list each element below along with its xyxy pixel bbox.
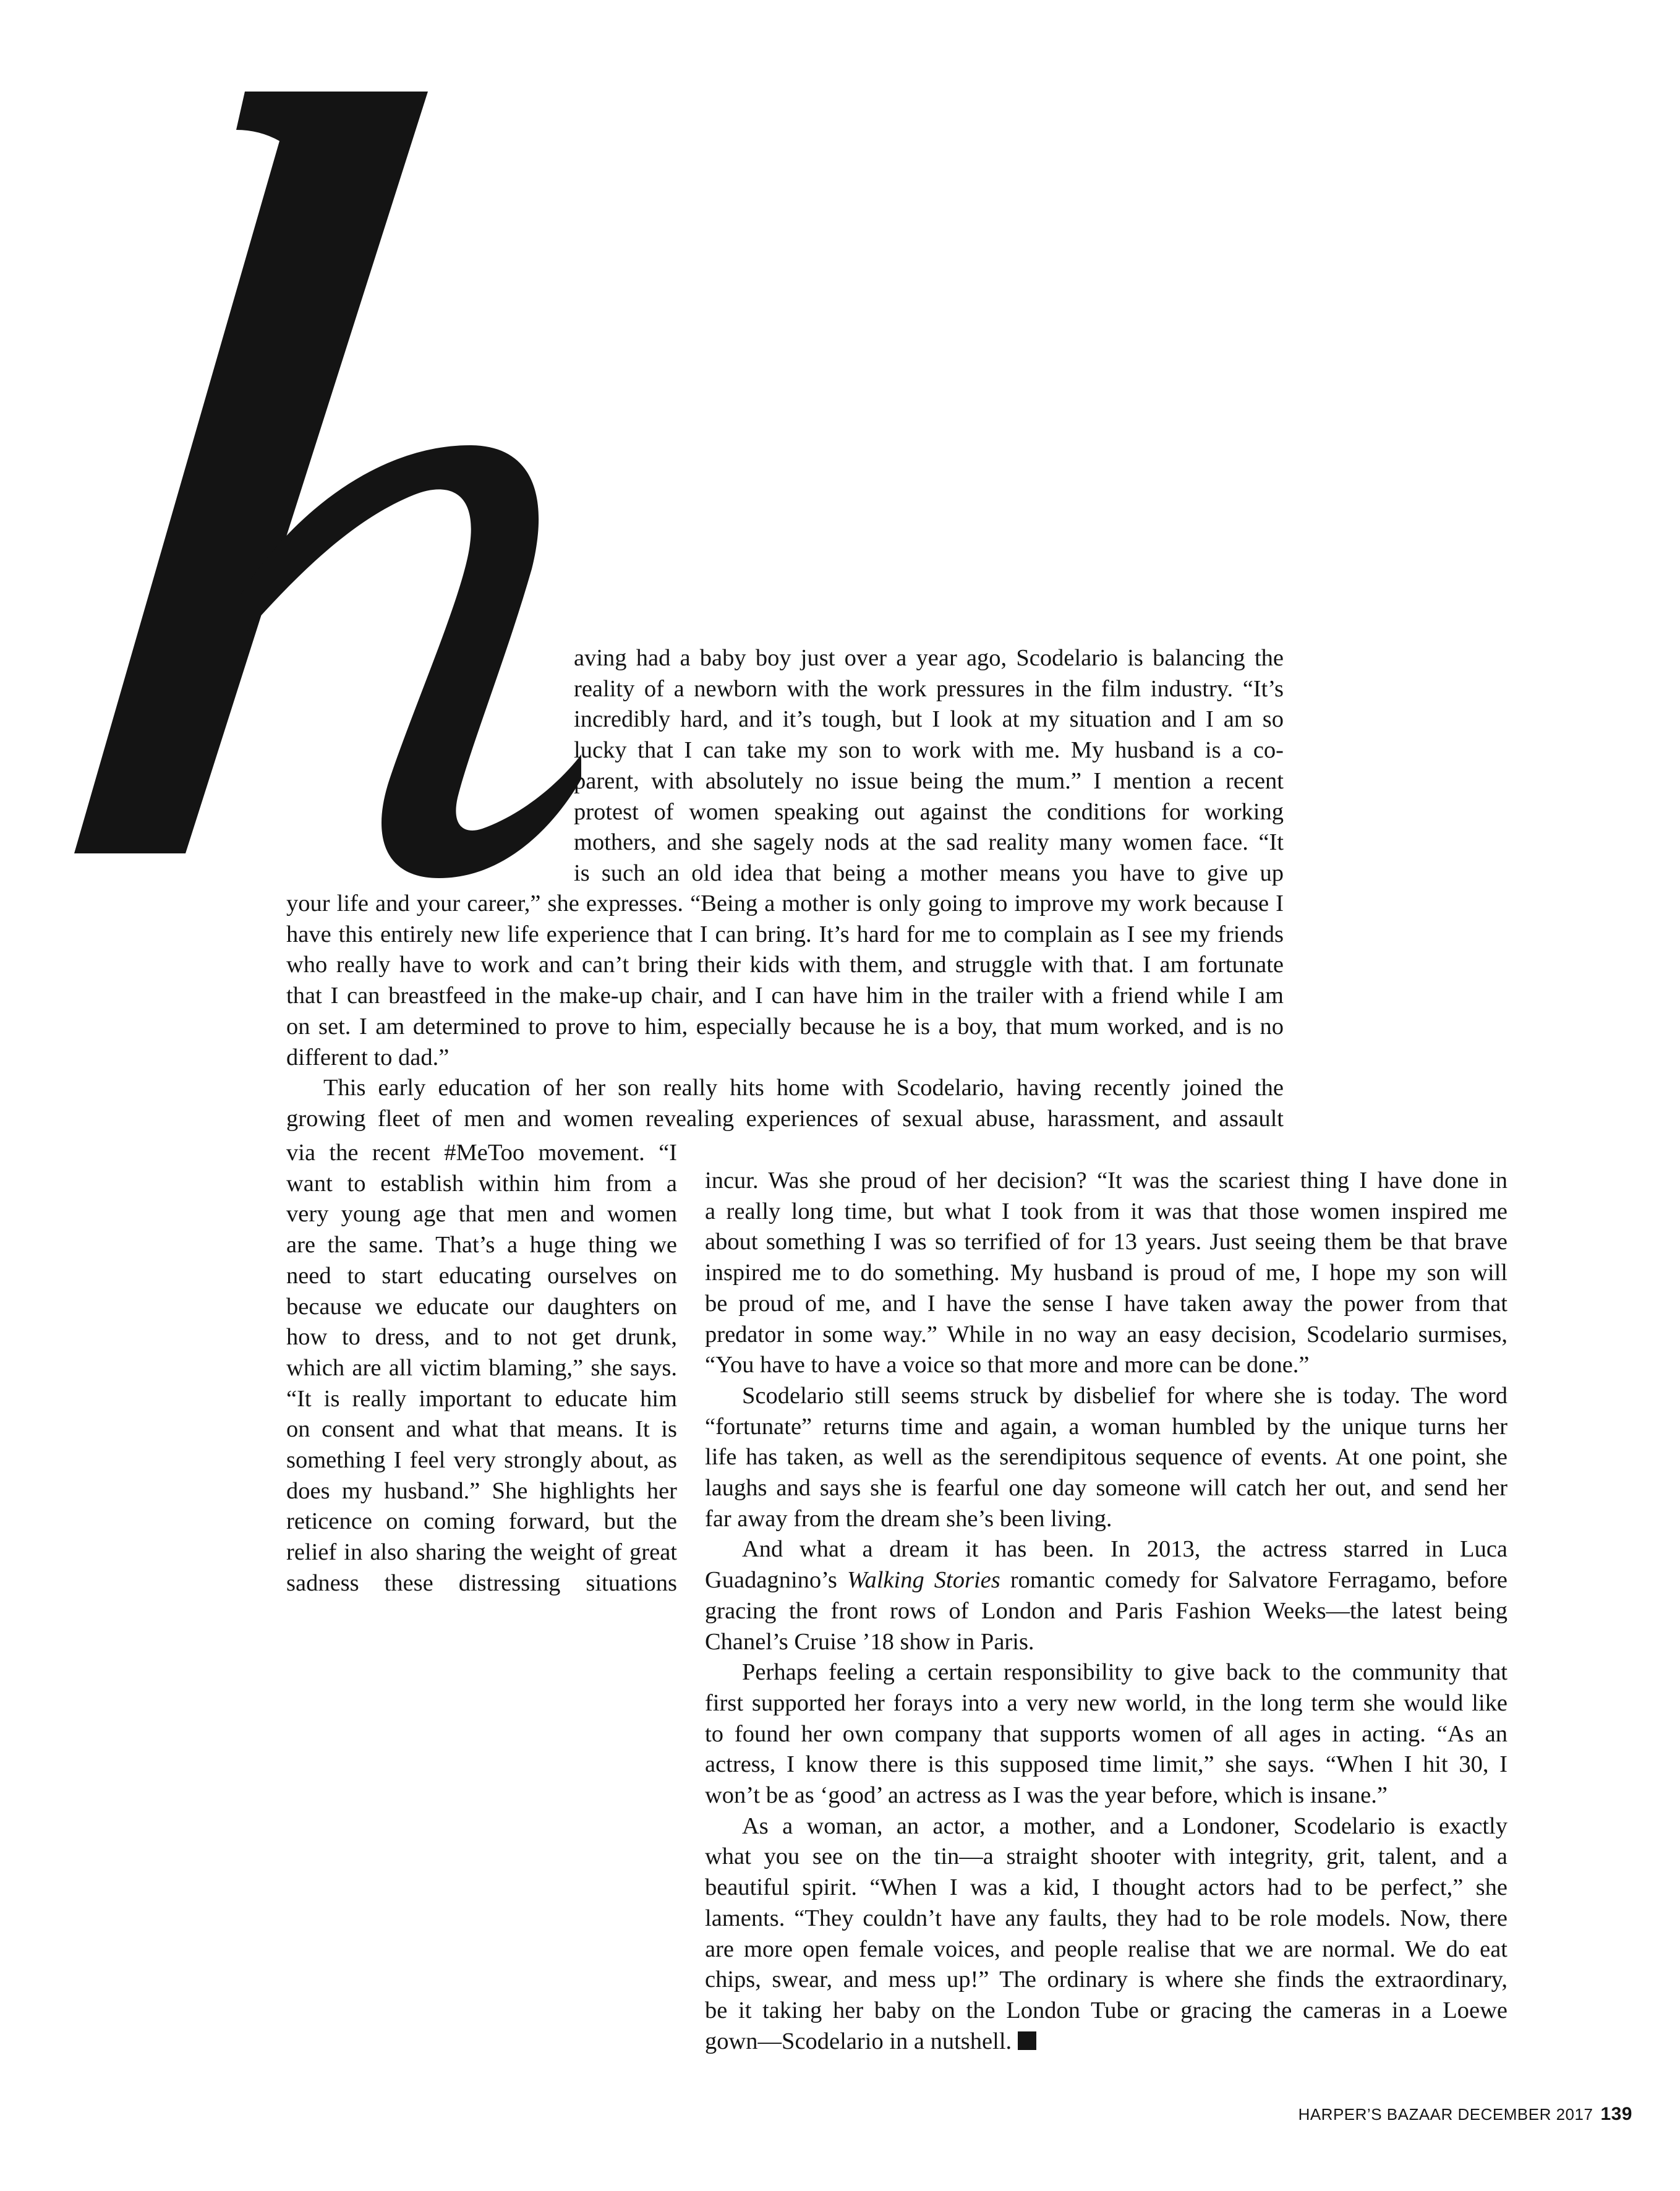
intro-full-line: that I can breastfeed in the make-up chair, and I can have him in the trailer with a friend while I am — [286, 983, 1284, 1009]
right-column-line: a really long time, but what I took from it was that those women inspired me — [705, 1198, 1507, 1224]
end-mark-icon — [1018, 2031, 1036, 2050]
left-column-line: “It is really important to educate him — [286, 1385, 677, 1412]
right-column-line: beautiful spirit. “When I was a kid, I thought actors had to be perfect,” she — [705, 1874, 1507, 1901]
intro-full-line: on set. I am determined to prove to him, especially because he is a boy, that mum worked, and is no — [286, 1013, 1284, 1040]
right-column-line: “You have to have a voice so that more and more can be done.” — [705, 1352, 1310, 1378]
right-column-line: As a woman, an actor, a mother, and a Londoner, Scodelario is exactly — [742, 1813, 1507, 1839]
left-column-line: are the same. That’s a huge thing we — [286, 1232, 677, 1258]
film-title: Walking Stories — [846, 1567, 1000, 1594]
dropcap-h-letter — [37, 37, 581, 903]
left-column-line: on consent and what that means. It is — [286, 1416, 677, 1443]
intro-full-line: different to dad.” — [286, 1044, 450, 1070]
intro-right-block — [574, 643, 1284, 889]
intro-full-line: who really have to work and can’t bring their kids with them, and struggle with that. I am fortunate — [286, 952, 1284, 978]
left-column-line: something I feel very strongly about, as — [286, 1447, 677, 1474]
right-column-line: be proud of me, and I have the sense I have taken away the power from that — [705, 1290, 1507, 1317]
left-column-line: how to dress, and to not get drunk, — [286, 1324, 677, 1351]
left-column-line: via the recent #MeToo movement. “I — [286, 1140, 677, 1166]
right-column-line: laments. “They couldn’t have any faults, they had to be role models. Now, there — [705, 1905, 1507, 1931]
left-column-line: which are all victim blaming,” she says. — [286, 1354, 677, 1381]
right-column-line: to found her own company that supports women of all ages in acting. “As an — [705, 1720, 1507, 1747]
right-column-line: “fortunate” returns time and again, a woman humbled by the unique turns her — [705, 1413, 1507, 1440]
intro-right-line: incredibly hard, and it’s tough, but I look at my situation and I am so — [574, 706, 1284, 733]
intro-right-line: is such an old idea that being a mother means you have to give up — [574, 860, 1284, 886]
intro-right-line: aving had a baby boy just over a year ago, Scodelario is balancing the — [574, 645, 1284, 671]
right-column-line — [705, 1565, 1507, 1596]
right-column-line: Perhaps feeling a certain responsibility to give back to the community that — [742, 1659, 1507, 1686]
intro-full-line: have this entirely new life experience that I can bring. It’s hard for me to complain as I see my friends — [286, 921, 1284, 947]
right-column-line: life has taken, as well as the serendipitous sequence of events. At one point, she — [705, 1444, 1507, 1471]
intro-right-line: parent, with absolutely no issue being the mum.” I mention a recent — [574, 767, 1284, 794]
p3-line2-pre: Guadagnino’s — [705, 1567, 847, 1594]
intro-right-line: mothers, and she sagely nods at the sad reality many women face. “It — [574, 829, 1284, 856]
right-column — [705, 1166, 1507, 2057]
left-column-line: need to start educating ourselves on — [286, 1262, 677, 1289]
right-column-line: about something I was so terrified of for 13 years. Just seeing them be that brave — [705, 1229, 1507, 1255]
left-column-line: want to establish within him from a — [286, 1170, 677, 1197]
right-column-line: And what a dream it has been. In 2013, the actress starred in Luca — [742, 1536, 1507, 1563]
left-column-line: does my husband.” She highlights her — [286, 1477, 677, 1504]
right-column-line: predator in some way.” While in no way an easy decision, Scodelario surmises, — [705, 1321, 1507, 1347]
page-number: 139 — [1600, 2104, 1632, 2124]
right-column-line: Scodelario still seems struck by disbelief for where she is today. The word — [742, 1382, 1507, 1409]
intro-full-block — [286, 889, 1284, 1135]
intro-full-line: This early education of her son really hits home with Scodelario, having recently joined the — [323, 1075, 1284, 1101]
intro-right-line: reality of a newborn with the work pressures in the film industry. “It’s — [574, 675, 1284, 702]
right-column-line: first supported her forays into a very new world, in the long term she would like — [705, 1689, 1507, 1716]
right-column-line: Chanel’s Cruise ’18 show in Paris. — [705, 1628, 1034, 1655]
closing-line-text: gown—Scodelario in a nutshell. — [705, 2028, 1012, 2054]
right-column-line: laughs and says she is fearful one day someone will catch her out, and send her — [705, 1475, 1507, 1501]
right-column-line: what you see on the tin—a straight shooter with integrity, grit, talent, and a — [705, 1843, 1507, 1870]
left-column-line: because we educate our daughters on — [286, 1293, 677, 1320]
page-footer — [1286, 2104, 1632, 2125]
right-column-line: gracing the front rows of London and Paris Fashion Weeks—the latest being — [705, 1597, 1507, 1624]
right-column-line: chips, swear, and mess up!” The ordinary is where she finds the extraordinary, — [705, 1967, 1507, 1993]
publication-name: HARPER’S BAZAAR DECEMBER 2017 — [1298, 2105, 1593, 2124]
left-column — [286, 1138, 677, 1599]
left-column-line: reticence on coming forward, but the — [286, 1508, 677, 1535]
right-column-line: inspired me to do something. My husband is proud of me, I hope my son will — [705, 1260, 1507, 1286]
right-column-line: won’t be as ‘good’ an actress as I was the year before, which is insane.” — [705, 1782, 1388, 1809]
intro-full-line: growing fleet of men and women revealing experiences of sexual abuse, harassment, and assault — [286, 1105, 1284, 1132]
right-column-line: incur. Was she proud of her decision? “It was the scariest thing I have done in — [705, 1168, 1507, 1194]
p3-line2-post: romantic comedy for Salvatore Ferragamo, before — [1000, 1567, 1508, 1594]
intro-right-line: lucky that I can take my son to work with me. My husband is a co- — [574, 737, 1284, 764]
left-column-line: sadness these distressing situations — [286, 1570, 677, 1596]
left-column-line: relief in also sharing the weight of great — [286, 1539, 677, 1566]
right-column-line: actress, I know there is this supposed time limit,” she says. “When I hit 30, I — [705, 1751, 1507, 1778]
right-column-line — [705, 2027, 1507, 2057]
intro-full-line: your life and your career,” she expresses. “Being a mother is only going to improve my work because I — [286, 890, 1284, 916]
intro-right-line: protest of women speaking out against the conditions for working — [574, 798, 1284, 825]
right-column-line: are more open female voices, and people realise that we are normal. We do eat — [705, 1936, 1507, 1962]
right-column-line: be it taking her baby on the London Tube or gracing the cameras in a Loewe — [705, 1997, 1507, 2023]
left-column-line: very young age that men and women — [286, 1201, 677, 1228]
right-column-line: far away from the dream she’s been living. — [705, 1505, 1112, 1532]
